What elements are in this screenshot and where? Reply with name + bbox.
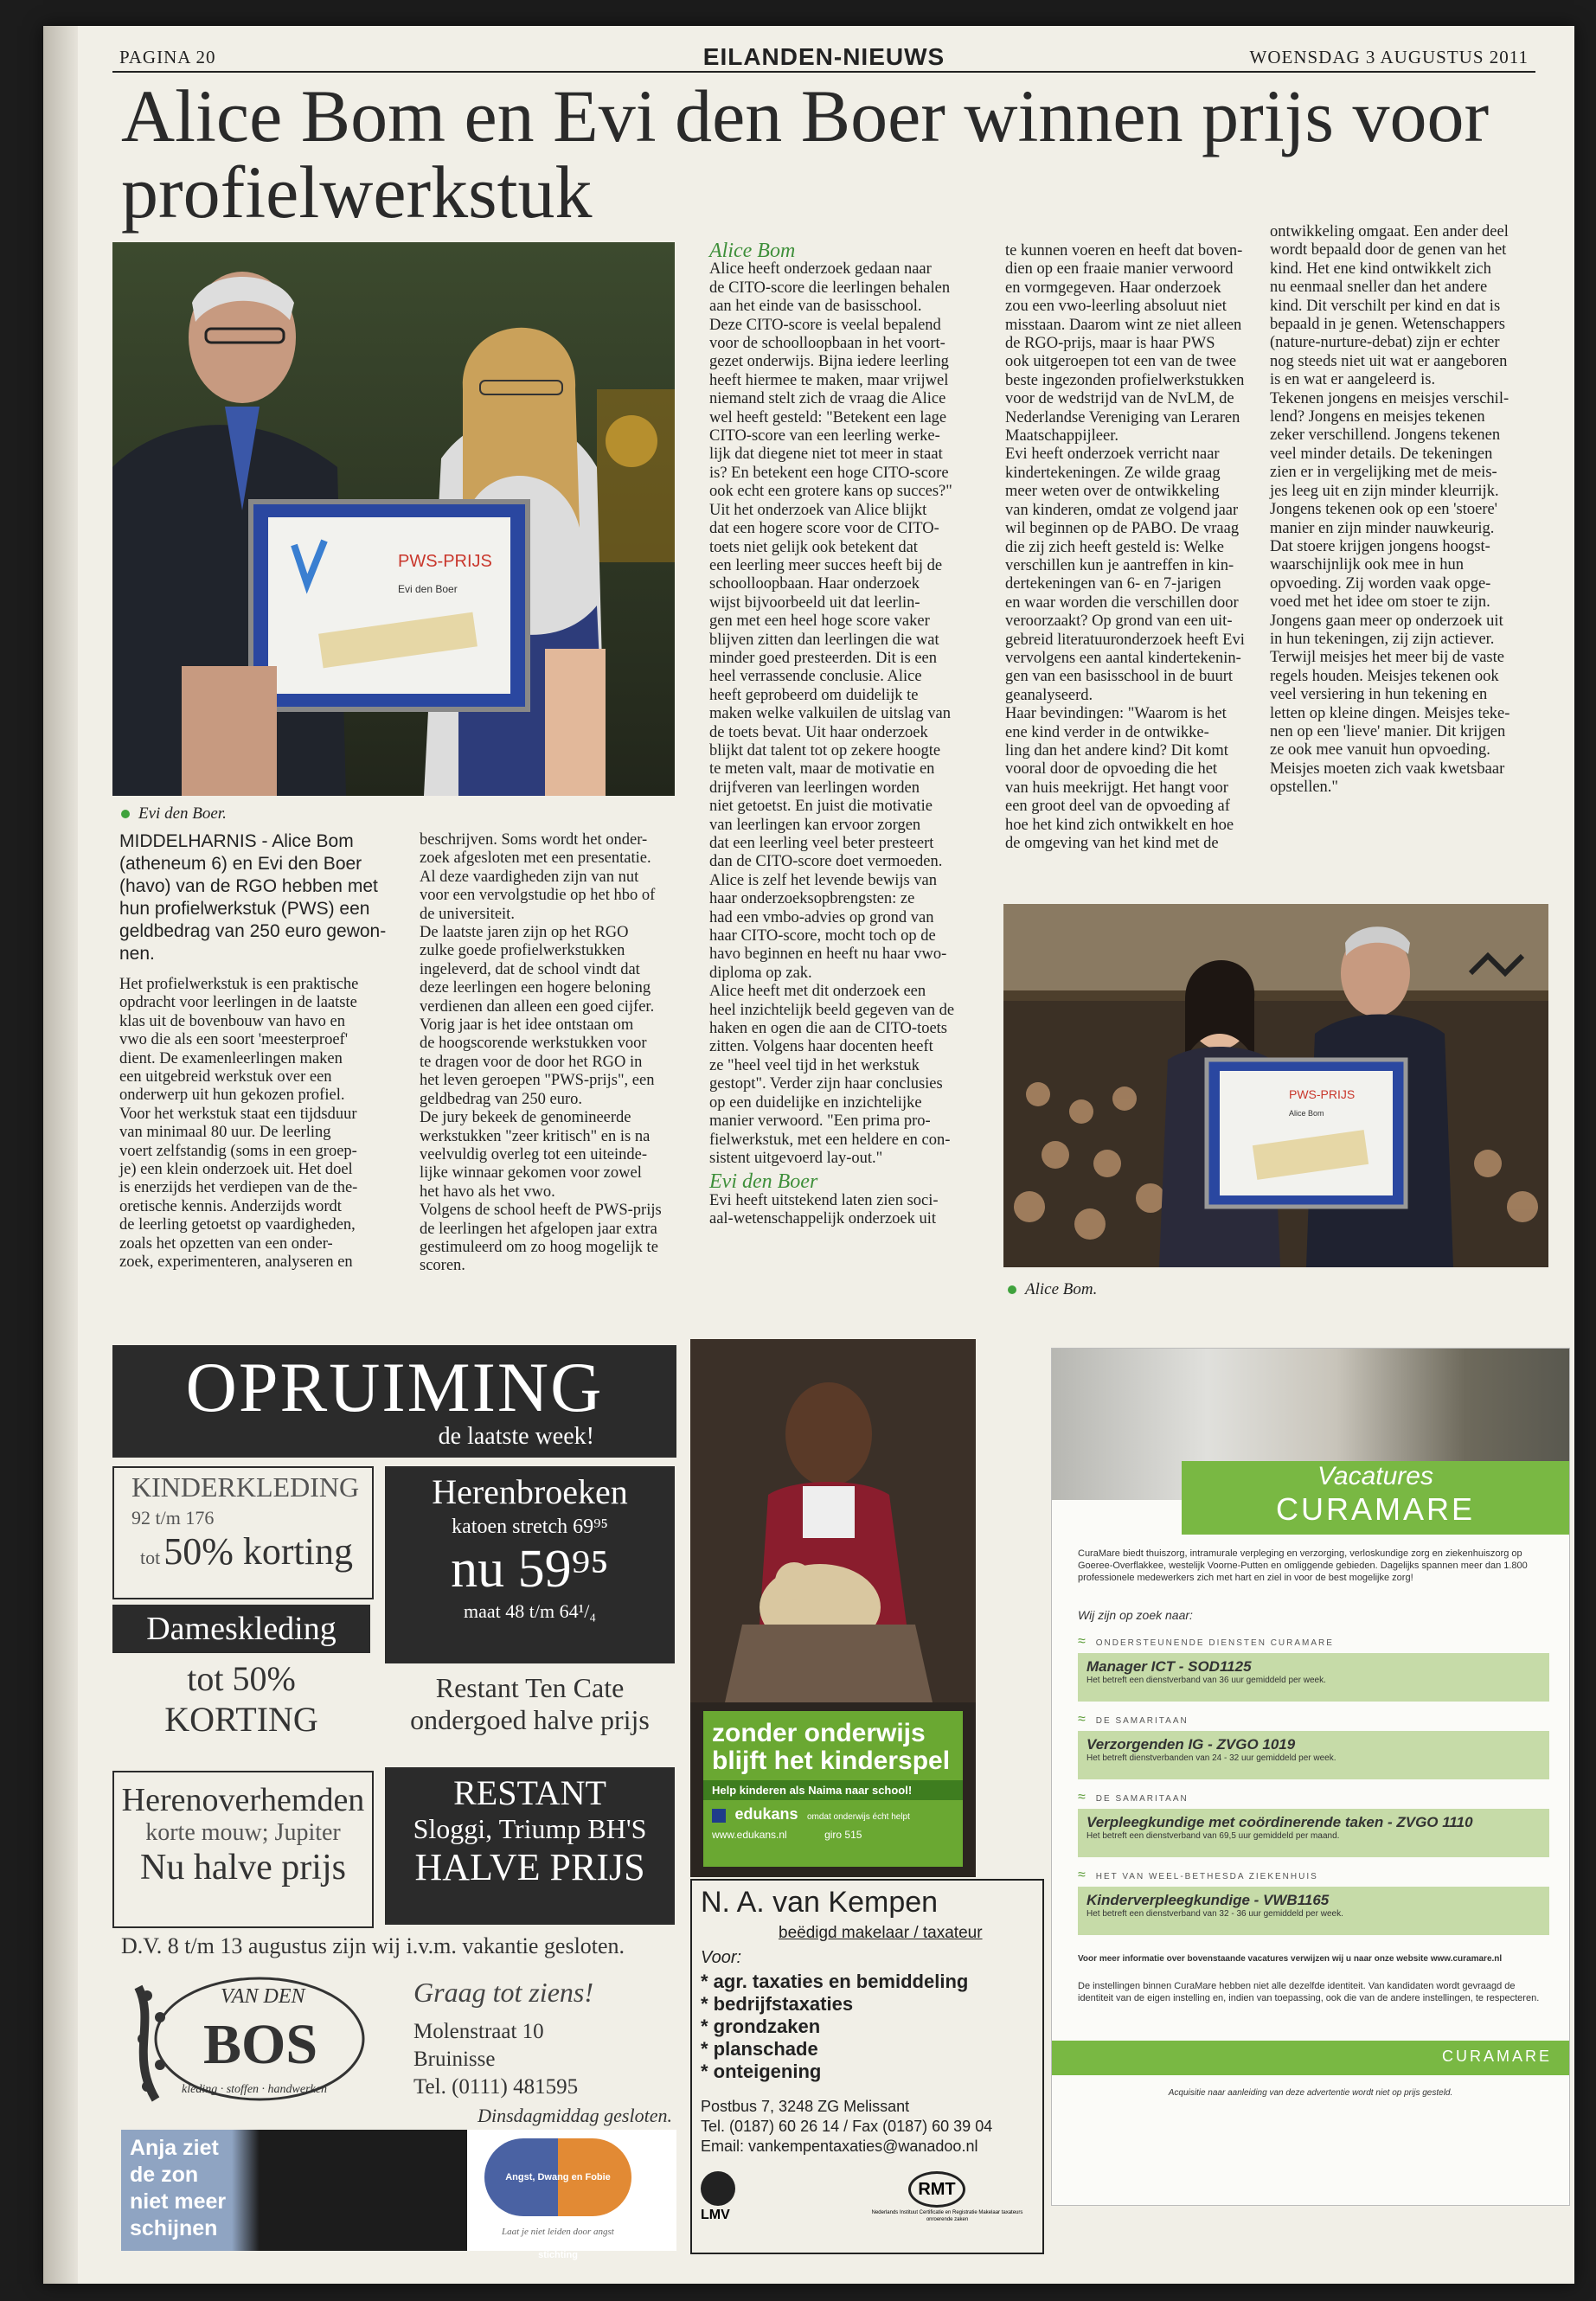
ad-bos-title: OPRUIMING <box>185 1348 604 1426</box>
certificate-name: Evi den Boer <box>398 583 458 595</box>
article-lead: MIDDELHARNIS - Alice Bom (atheneum 6) en Evi den Boer (havo) van de RGO hebben met hun profielwerkstuk (PWS) een geldbedrag van 250 euro gewon- nen. <box>119 831 387 964</box>
box1-deal-row <box>114 1529 372 1574</box>
ad-angst-stichting <box>121 2130 676 2260</box>
caption-text: Evi den Boer. <box>138 804 227 823</box>
ad-bos-box4 <box>385 1672 675 1762</box>
kempen-email: Email: vankempentaxaties@wanadoo.nl <box>701 2138 978 2155</box>
ad-bos-logo <box>121 1970 372 2108</box>
curamare-job-org: ≈ DE SAMARITAAN <box>1078 1790 1189 1804</box>
edukans-brand: edukans <box>734 1805 798 1823</box>
curamare-job-1[interactable] <box>1078 1712 1549 1779</box>
article-col3b: Evi heeft uitstekend laten zien soci- aal-wetenschappelijk onderzoek uit <box>709 1191 939 1228</box>
ad-bos-phone: Tel. (0111) 481595 <box>413 2075 579 2099</box>
ad-curamare <box>1051 1348 1570 2206</box>
photo-caption-evi <box>121 804 227 824</box>
curamare-footer-logo: CURAMARE <box>1441 2048 1552 2065</box>
curamare-job-2[interactable] <box>1078 1790 1549 1857</box>
wave-icon: ≈ <box>1078 1790 1087 1804</box>
curamare-job-desc: Het betreft een dienstverband van 36 uur gemiddeld per week. <box>1086 1676 1326 1685</box>
box4-line: ondergoed halve prijs <box>410 1704 650 1735</box>
kempen-service-item: * agr. taxaties en bemiddeling <box>701 1971 969 1992</box>
certificate-title-2: PWS-PRIJS <box>1289 1087 1356 1101</box>
article-col3-wrap <box>709 242 986 1229</box>
curamare-intro: CuraMare biedt thuiszorg, intramurale verpleging en verzorging, verloskundige zorg en ziekenhuiszorg op Goeree-Overflakkee, westelijk Voorne-Putten en omliggende gebieden. Dagelijks spannen meer dan 1.800 professionele medewerkers zich met hart en ziel in voor de best mogelijke zorg! <box>1078 1548 1528 1583</box>
ad-angst-tagline: Laat je niet leiden door angst <box>502 2227 614 2237</box>
article-col5: ontwikkeling omgaat. Een ander deel wordt bepaald door de genen van het kind. Het ene kind ontwikkelt zich nu eenmaal sneller dan het andere kind. Dit verschilt per kind en dat is bepaald in je genen. Wetenschappers (nature-nurture-debat) zijn er echter nog steeds niet uit wat er aangeboren is en wat er aangeleerd is. Tekenen jongens en meisjes verschil- lend? Jongens en meisjes tekenen zeker verschillend. Jongens tekenen veel minder details. De tekeningen zien er in vergelijking met de meis- jes leeg uit en zijn minder kleurrijk. Jongens tekenen ook op een 'stoere' manier en zijn minder nauwkeurig. Dat stoere krijgen jongens hoogst- waarschijnlijk ook mee in hun opvoeding. Zij worden vaak opge- voed met het idee om stoer te zijn. Jongens gaan meer op onderzoek uit in hun tekeningen, zij zijn actiever. Terwijl meisjes het meer bij de vaste regels houden. Meisjes tekenen ook veel versiering in hun tekening en letten op kleine dingen. Meisjes teke- nen op een 'lieve' manier. Dit krijgen ze ook mee vanuit hun opvoeding. Meisjes moeten zich vaak kwetsbaar opstellen." <box>1270 223 1510 797</box>
box3-line: tot 50% <box>187 1659 296 1698</box>
box5-title: Herenoverhemden <box>121 1782 365 1818</box>
wave-icon: ≈ <box>1078 1868 1087 1882</box>
article-col2: beschrijven. Soms wordt het onder- zoek afgesloten met een presentatie. Al deze vaardigheden zijn van nut voor een vervolgstudie op het hbo of de universiteit. De laatste jaren zijn op het RGO zulke goede profielwerkstukken ingeleverd, dat de school vindt dat deze leerlingen een hogere beloning verdienen dan alleen een goed cijfer. Vorig jaar is het idee ontstaan om de hoogscorende werkstukken voor te dragen voor de door het RGO in het leven geroepen "PWS-prijs", een geldbedrag van 250 euro. De jury bekeek de genomineerde werkstukken "zeer kritisch" en is na veelvuldig overleg tot een uiteinde- lijke winnaar gekomen voor zowel het havo als het vwo. Volgens de school heeft de PWS-prijs de leerlingen het afgelopen jaar extra gestimuleerd om zo hoog mogelijk te scoren. <box>420 831 662 1275</box>
lmv-logo-icon <box>701 2171 735 2206</box>
article-col4: te kunnen voeren en heeft dat boven- dien op een fraaie manier verwoord en vormgegeven. Haar onderzoek zou een vwo-leerling absoluut niet misstaan. Daarom wint ze niet alleen de RGO-prijs, maar is haar PWS ook uitgeroepen tot een van de twee beste ingezonden profielwerkstukken voor de wedstrijd van de NvLM, de Nederlandse Vereniging van Leraren Maatschappijleer. Evi heeft onderzoek verricht naar kindertekeningen. Ze wilde graag meer weten over de ontwikkeling van kinderen, omdat ze volgend jaar wil beginnen op de PABO. De vraag die zij zich heeft gesteld is: Welke verschillen kun je aantreffen in kin- dertekeningen van 6- en 7-jarigen en waar worden die verschillen door veroorzaakt? Op grond van een uit- gebreid literatuuronderzoek heeft Evi vervolgens een aantal kindertekenin- gen van een basisschool in de buurt geanalyseerd. Haar bevindingen: "Waarom is het ene kind verder in de ontwikke- ling dan het andere kind? Dit komt vooral door de opvoeding die het van huis meekrijgt. Het hangt voor een groot deel van de opvoeding af hoe het kind zich ontwikkelt en hoe de omgeving van het kind met de <box>1005 242 1245 852</box>
article-headline: Alice Bom en Evi den Boer winnen prijs voor profielwerkstuk <box>121 74 1490 234</box>
curamare-job-org: ≈ ONDERSTEUNENDE DIENSTEN CURAMARE <box>1078 1634 1334 1649</box>
ad-bos-box2 <box>385 1466 675 1663</box>
curamare-job-desc: Het betreft dienstverbanden van 24 - 32 uur gemiddeld per week. <box>1086 1753 1336 1763</box>
kempen-service-item: * bedrijfstaxaties <box>701 1993 854 2015</box>
ad-edukans <box>690 1339 976 1877</box>
logo-top-text: VAN DEN <box>221 1985 305 2008</box>
curamare-job-box <box>1078 1653 1549 1702</box>
newspaper-page <box>43 26 1574 2284</box>
curamare-job-org: ≈ DE SAMARITAAN <box>1078 1712 1189 1727</box>
ad-van-kempen <box>690 1879 1044 2254</box>
curamare-job-box <box>1078 1731 1549 1779</box>
rmt-logo-icon <box>908 2171 965 2208</box>
certificate-name-2: Alice Bom <box>1289 1109 1324 1118</box>
ad-bos-greeting: Graag tot ziens! <box>413 1977 593 2008</box>
box2-price: nu 59⁹⁵ <box>451 1540 609 1599</box>
ad-bos-closed-day: Dinsdagmiddag gesloten. <box>478 2105 672 2126</box>
van-den-bos-logo-icon <box>121 1970 372 2108</box>
curamare-more-info: Voor meer informatie over bovenstaande vacatures verwijzen wij u naar onze website www.curamare.nl <box>1078 1954 1503 1964</box>
edukans-brand-tag: omdat onderwijs écht helpt <box>806 1812 910 1822</box>
kempen-contact <box>701 2097 992 2157</box>
photo-alice-illustration <box>1003 904 1548 1267</box>
curamare-job-desc: Het betreft een dienstverband van 32 - 36 uur gemiddeld per week. <box>1086 1909 1343 1919</box>
photo-evi-den-boer <box>112 242 675 796</box>
ad-bos-closed-notice: D.V. 8 t/m 13 augustus zijn wij i.v.m. vakantie gesloten. <box>121 1933 625 1958</box>
kempen-service-item: * grondzaken <box>701 2016 821 2037</box>
box2-line: katoen stretch 69⁹⁵ <box>452 1516 608 1538</box>
page-spine <box>43 26 78 2284</box>
curamare-job-box <box>1078 1887 1549 1935</box>
edukans-subline: Help kinderen als Naima naar school! <box>703 1780 963 1800</box>
edukans-footer <box>703 1829 963 1841</box>
box4-title: Restant Ten Cate <box>435 1672 625 1703</box>
wave-icon: ≈ <box>1078 1712 1087 1727</box>
box1-deal: 50% korting <box>163 1530 353 1573</box>
box5-deal: Nu halve prijs <box>140 1848 346 1888</box>
kempen-address: Postbus 7, 3248 ZG Melissant <box>701 2098 910 2115</box>
photo-caption-alice <box>1008 1280 1097 1299</box>
curamare-banner <box>1182 1461 1569 1535</box>
curamare-note: De instellingen binnen CuraMare hebben niet alle dezelfde identiteit. Van kandidaten wordt gevraagd de identiteit van de eigen instelling en, indien van toepassing, ook die van de andere instellingen, te respecteren. <box>1078 1981 1540 2003</box>
box6-title: RESTANT <box>453 1773 606 1812</box>
kempen-phone: Tel. (0187) 60 26 14 / Fax (0187) 60 39 04 <box>701 2118 993 2135</box>
curamare-job-title: Verpleegkundige met coördinerende taken - ZVGO 1110 <box>1086 1814 1473 1830</box>
edukans-url: www.edukans.nl <box>712 1829 787 1841</box>
curamare-job-title: Verzorgenden IG - ZVGO 1019 <box>1086 1736 1296 1753</box>
curamare-job-org: ≈ HET VAN WEEL-BETHESDA ZIEKENHUIS <box>1078 1868 1318 1882</box>
curamare-vacatures: Vacatures <box>1317 1462 1433 1490</box>
edukans-logo-icon <box>712 1809 726 1823</box>
ad-bos-subtitle: de laatste week! <box>438 1423 594 1450</box>
kempen-name: N. A. van Kempen <box>701 1886 939 1919</box>
box6-deal: HALVE PRIJS <box>414 1846 645 1888</box>
kempen-service-item: * onteigening <box>701 2061 822 2082</box>
curamare-fine-print: Acquisitie naar aanleiding van deze advertentie wordt niet op prijs gesteld. <box>1168 2088 1453 2098</box>
ad-bos-street: Molenstraat 10 <box>413 2020 544 2043</box>
edukans-headline: zonder onderwijs blijft het kinderspel <box>712 1719 951 1775</box>
wave-icon: ≈ <box>1078 1634 1087 1649</box>
ad-bos-box3 <box>112 1605 370 1762</box>
newspaper-name: EILANDEN-NIEUWS <box>702 43 945 70</box>
edukans-giro: giro 515 <box>824 1829 862 1841</box>
ad-van-den-bos <box>112 1345 676 2124</box>
box2-title: Herenbroeken <box>432 1472 628 1511</box>
edukans-brand-row <box>703 1800 963 1829</box>
caption-text: Alice Bom. <box>1025 1280 1098 1298</box>
logo-bottom-text: kleding · stoffen · handwerken <box>182 2083 327 2096</box>
curamare-job-title: Kinderverpleegkundige - VWB1165 <box>1086 1892 1330 1908</box>
logo-main-text: BOS <box>203 2013 318 2076</box>
ad-bos-box6 <box>385 1767 675 1925</box>
kempen-voor: Voor: <box>701 1948 742 1967</box>
ad-angst-slogan: Anja ziet de zon niet meer schijnen <box>130 2136 227 2240</box>
issue-date: WOENSDAG 3 AUGUSTUS 2011 <box>1249 47 1529 67</box>
ad-bos-box1 <box>112 1466 374 1599</box>
curamare-brand: CURAMARE <box>1275 1491 1475 1527</box>
certificate-title: PWS-PRIJS <box>398 552 492 571</box>
curamare-looking: Wij zijn op zoek naar: <box>1078 1608 1193 1622</box>
page-number: PAGINA 20 <box>119 47 216 67</box>
ad-bos-box5 <box>112 1771 374 1928</box>
photo-evi-illustration <box>112 242 675 796</box>
caption-bullet-icon <box>121 810 130 818</box>
edukans-banner <box>703 1711 963 1867</box>
box1-line: 92 t/m 176 <box>131 1507 215 1529</box>
box1-tot: tot <box>140 1547 161 1568</box>
masthead <box>112 42 1535 73</box>
box3-deal: KORTING <box>164 1700 318 1739</box>
kempen-service-item: * planschade <box>701 2038 818 2060</box>
article-col3: Alice heeft onderzoek gedaan naar de CITO-score die leerlingen behalen aan het einde van de basisschool. Deze CITO-score is veelal bepalend voor de schoolloopbaan in het voort- gezet onderwijs. Bijna iedere leerling heeft hiermee te maken, maar vrijwel niemand stelt zich de vraag die Alice wel heeft gesteld: "Betekent een lage CITO-score van een leerling werke- lijk dat diegene niet tot meer in staat is? En betekent een hoge CITO-score ook echt een grotere kans op succes?" Uit het onderzoek van Alice blijkt dat een hogere score voor de CITO- toets niet gelijk ook betekent dat een leerling meer succes heeft bij de schoolloopbaan. Haar onderzoek wijst bijvoorbeeld uit dat leerlin- gen met een heel hoge score vaker blijven zitten dan leerlingen die wat minder goed presteerden. Dit is een heel verrassende conclusie. Alice heeft geprobeerd om duidelijk te maken welke valkuilen de uitslag van de toets bevat. Uit haar onderzoek blijkt dat talent tot op zekere hoogte te meten valt, maar de motivatie en drijfveren van leerlingen worden niet getoetst. En juist die motivatie van leerlingen kan ervoor zorgen dat een leerling veel beter presteert dan de CITO-score doet vermoeden. Alice is zelf het levende bewijs van haar onderzoeksopbrengsten: ze had een vmbo-advies op grond van haar CITO-score, mocht toch op de havo beginnen en heeft nu haar vwo- diploma op zak. Alice heeft met dit onderzoek een heel inzichtelijk beeld gegeven van de haken en ogen die aan de CITO-toets zitten. Volgens haar docenten heeft ze "heel veel tijd in het werkstuk gestopt". Verder zijn haar conclusies op een duidelijke en inzichtelijke manier verwoord. "Een prima pro- fielwerkstuk, met een heldere en con- sistent uitgevoerd lay-out." <box>709 260 955 1167</box>
box2-sizes: maat 48 t/m 64¹/₄ <box>464 1600 596 1622</box>
subhead-alice: Alice Bom <box>709 240 796 262</box>
rmt-fine-text: Nederlands Instituut Certificatie en Registratie Makelaar taxateurs onroerende zaken <box>871 2210 1023 2222</box>
rmt-logo-text: RMT <box>918 2180 956 2199</box>
box3-title: Dameskleding <box>112 1605 370 1653</box>
curamare-job-title: Manager ICT - SOD1125 <box>1086 1658 1252 1675</box>
edukans-child-photo <box>690 1339 976 1702</box>
box5-line: korte mouw; Jupiter <box>145 1819 341 1846</box>
subhead-evi: Evi den Boer <box>709 1170 818 1194</box>
ad-bos-header <box>112 1345 676 1458</box>
photo-alice-bom <box>1003 904 1548 1267</box>
caption-bullet-icon <box>1008 1285 1016 1294</box>
curamare-job-desc: Het betreft een dienstverband van 69,5 uur gemiddeld per maand. <box>1086 1831 1340 1841</box>
lmv-logo-text: LMV <box>701 2208 730 2222</box>
kempen-services <box>701 1971 968 2083</box>
curamare-job-0[interactable] <box>1078 1634 1549 1702</box>
kempen-role: beëdigd makelaar / taxateur <box>779 1924 983 1942</box>
box1-title: KINDERKLEDING <box>131 1471 360 1503</box>
article-col1: Het profielwerkstuk is een praktische opdracht voor leerlingen in de laatste klas uit de bovenbouw van havo en vwo die als een soort 'meesterproef' dient. De examenleerlingen maken een uitgebreid werkstuk over een onderwerp uit hun gekozen profiel. Voor het werkstuk staat een tijdsduur van minimaal 80 uur. De leerling voert zelfstandig (soms in een groep- je) een klein onderzoek uit. Het doel is enerzijds het verdiepen van de the- oretische kennis. Anderzijds wordt de leerling getoetst op vaardigheden, zoals het opzetten van een onder- zoek, experimenteren, analyseren en <box>119 976 359 1272</box>
curamare-job-box <box>1078 1809 1549 1857</box>
ad-angst-badge-text: Angst, Dwang en Fobie stichting <box>505 2172 611 2260</box>
ad-bos-town: Bruinisse <box>413 2048 496 2071</box>
curamare-footer-bar <box>1052 2041 1569 2075</box>
curamare-job-3[interactable] <box>1078 1868 1549 1935</box>
box6-line: Sloggi, Triump BH'S <box>413 1813 647 1844</box>
